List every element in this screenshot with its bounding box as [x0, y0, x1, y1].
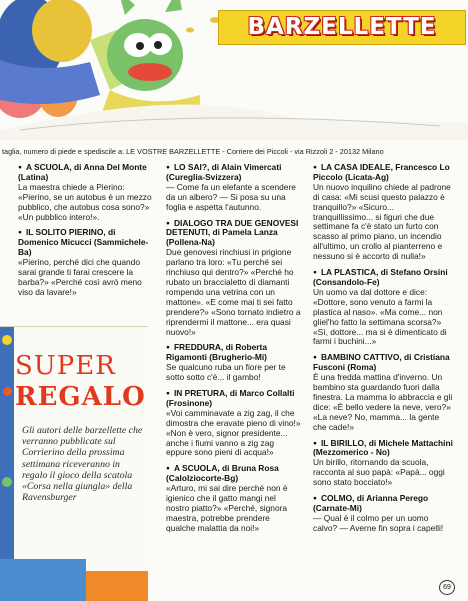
game-box-image — [86, 571, 148, 601]
joke-item — [18, 228, 153, 297]
joke-body: — Qual è il colmo per un uomo calvo? — Averne fin sopra i capelli! — [313, 512, 444, 533]
decorative-dot — [3, 387, 12, 396]
joke-item — [313, 353, 454, 432]
joke-body: Se qualcuno ruba un fiore per te sotto sotto c'è... il gambo! — [166, 362, 286, 383]
joke-body: Un nuovo inquilino chiede al padrone di casa: «Mi scusi questo palazzo è tranquillo?» «Sicuro... tranquillissimo... si figuri che due settimane fa c'è stato un furto con scasso al primo piano, un incendio all'ultimo, un crollo al pianterreno e nessuno si è accorto di nulla!» — [313, 181, 451, 262]
joke-item — [18, 163, 153, 222]
joke-title: ● FREDDURA, di Roberta Rigamonti (Brugherio-Mi) — [166, 342, 267, 362]
joke-title: ● BAMBINO CATTIVO, di Cristiana Fusconi (Roma) — [313, 352, 450, 372]
joke-title: ● IN PRETURA, di Marco Collalti (Frosinone) — [166, 388, 294, 408]
joke-body: È una fredda mattina d'inverno. Un bambino sta guardando fuori dalla finestra. La mamma lo abbraccia e gli dice: «È bello vedere la neve, vero?» «La neve? No, mamma... la gente che cade!» — [313, 372, 453, 432]
joke-title: ● IL SOLITO PIERINO, di Domenico Micucci (Sammichele-Ba) — [18, 227, 148, 257]
decorative-dot — [2, 477, 12, 487]
joke-title: ● DIALOGO TRA DUE GENOVESI DETENUTI, di Pamela Lanza (Pollena-Na) — [166, 218, 298, 248]
joke-item — [166, 464, 301, 533]
joke-body: «Voi camminavate a zig zag, il che dimostra che eravate pieno di vino!» «Non è vero, signor presidente... anche i fiumi vanno a zig zag eppure sono pieni di acqua!» — [166, 407, 301, 458]
joke-item — [166, 163, 301, 213]
joke-title: ● COLMO, di Arianna Perego (Carnate-Mi) — [313, 493, 428, 513]
promo-description: Gli autori delle barzellette che verranno pubblicate sul Corrierino della prossima settimana riceveranno in regalo il gioco della scatola «Corsa nella giungla» della Ravensburger — [22, 425, 143, 504]
header-illustration — [0, 0, 468, 140]
joke-body: «Pierino, perché dici che quando sarai grande ti farai crescere la barba?» «Perché così avrò meno viso da lavare!» — [18, 257, 142, 297]
joke-title: ● LA CASA IDEALE, Francesco Lo Piccolo (Licata-Ag) — [313, 162, 450, 182]
joke-title: ● LA PLASTICA, di Stefano Orsini (Consandolo-Fe) — [313, 267, 448, 287]
joke-title: ● A SCUOLA, di Bruna Rosa (Calolziocorte-Bg) — [166, 463, 279, 483]
column-1 — [18, 163, 153, 304]
joke-title: ● A SCUOLA, di Anna Del Monte (Latina) — [18, 162, 147, 182]
joke-item — [313, 268, 454, 347]
joke-body: — Come fa un elefante a scendere da un albero? — Si posa su una foglia e aspetta l'autunno. — [166, 181, 296, 212]
joke-body: La maestra chiede a Pierino: «Pierino, se un autobus è un mezzo pubblico, che autobus cosa sono?» «Un pubblico intero!». — [18, 181, 152, 222]
promo-title-regalo: REGALO — [15, 382, 146, 412]
joke-item — [166, 219, 301, 338]
joke-item — [313, 494, 454, 534]
promo-title-super: SUPER — [15, 351, 116, 381]
column-2 — [166, 163, 301, 540]
column-3 — [313, 163, 454, 540]
joke-body: «Arturo, mi sai dire perché non è igienico che il gatto mangi nel nostro piatto?» «Perché, signora maestra, potrebbe prendere qualche malattia da noi!» — [166, 483, 288, 533]
decorative-dot — [2, 335, 12, 345]
game-box-image — [0, 559, 86, 601]
super-regalo-promo — [0, 326, 148, 601]
joke-title: ● LO SAI?, di Alain Vimercati (Cureglia-Svizzera) — [166, 162, 281, 182]
joke-item — [313, 439, 454, 489]
joke-body: Due genovesi rinchiusi in prigione parlano tra loro: «Tu perché sei rinchiuso qui dentro?» «Perché ho rubato un braccialetto di diamanti rompendo una vetrina con un mattone». «E come mai ti sei fatto prendere?» «Sono tornato indietro a riprendermi il mattone... era quasi nuovo!» — [166, 247, 301, 337]
submission-address: taglia, numero di piede e spediscile a: LE VOSTRE BARZELLETTE - Corriere dei Piccoli - via Rizzoli 2 - 20132 Milano — [2, 147, 384, 156]
title-banner — [218, 10, 466, 45]
joke-item — [166, 343, 301, 383]
joke-item — [313, 163, 454, 262]
joke-body: Un uomo va dal dottore e dice: «Dottore, sono venuto a farmi la plastica al naso». «Ma come... non gliel'ho fatto la settimana scorsa?» «Sì, dottore... ma si è dimenticato di farmi i buchini...» — [313, 286, 447, 347]
page-title: BARZELLETTE — [247, 14, 437, 40]
joke-body: Un birillo, ritornando da scuola, racconta al suo papà: «Papà... oggi sono stato bocciato!» — [313, 457, 445, 488]
joke-title: ● IL BIRILLO, di Michele Mattachini (Mezzomerico - No) — [313, 438, 453, 458]
page-number: 69 — [439, 580, 455, 595]
joke-item — [166, 389, 301, 458]
